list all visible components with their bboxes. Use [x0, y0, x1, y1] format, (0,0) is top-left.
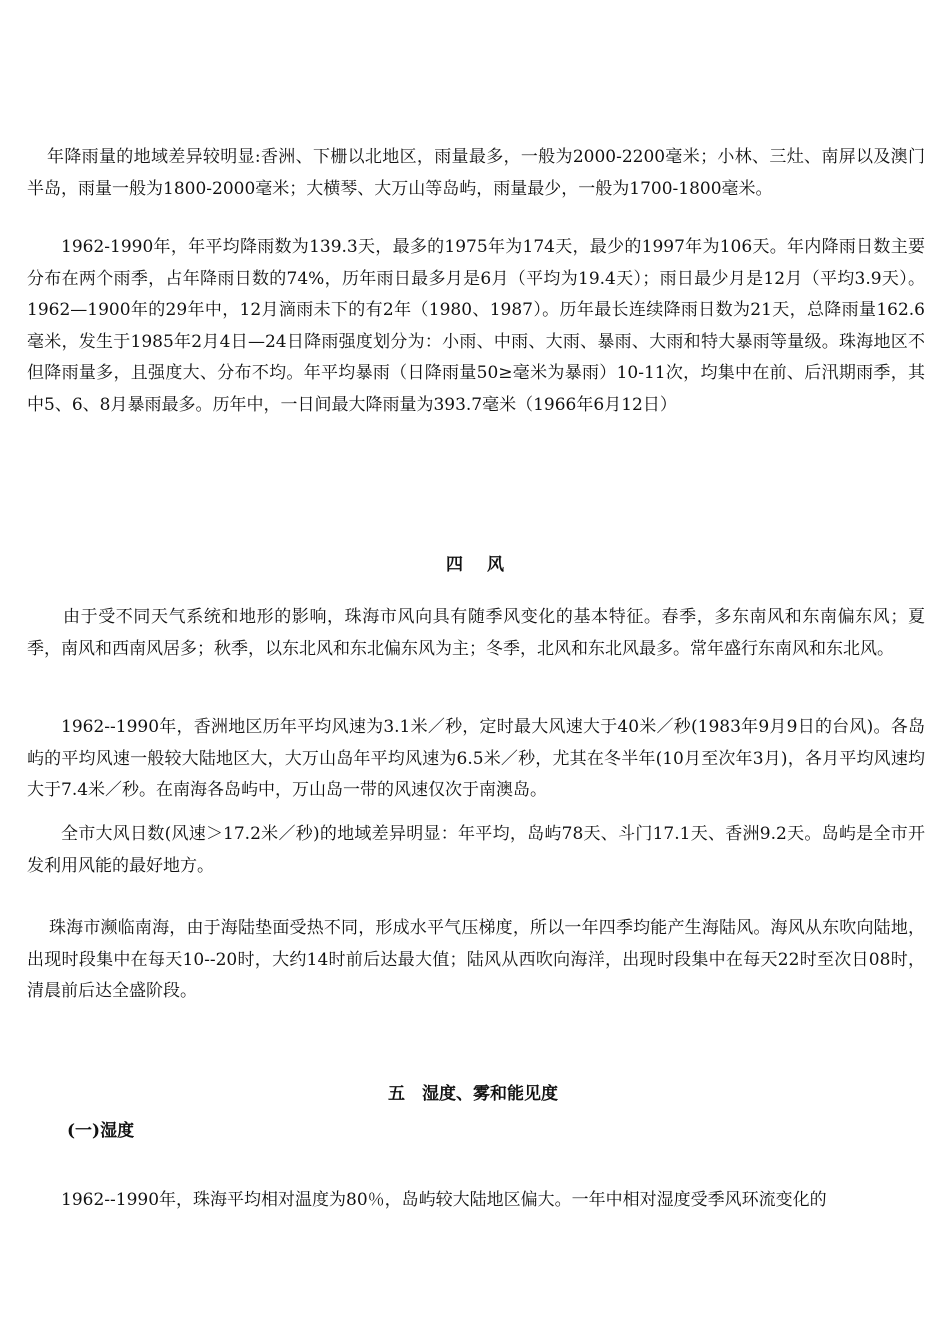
- paragraph-gale-days: 全市大风日数(风速＞17.2米／秒)的地域差异明显：年平均，岛屿78天、斗门17.1天、香洲9.2天。岛屿是全市开发利用风能的最好地方。: [27, 824, 925, 876]
- paragraph-humidity: 1962--1990年，珠海平均相对温度为80％，岛屿较大陆地区偏大。一年中相对湿度受季风环流变化的: [61, 1190, 827, 1210]
- paragraph-wind-direction: 由于受不同天气系统和地形的影响，珠海市风向具有随季风变化的基本特征。春季，多东南风和东南偏东风；夏季，南风和西南风居多；秋季，以东北风和东北偏东风为主；冬季，北风和东北风最多。常年盛行东南风和东北风。: [27, 607, 925, 659]
- paragraph-sea-land-breeze: 珠海市濒临南海，由于海陆垫面受热不同，形成水平气压梯度，所以一年四季均能产生海陆风。海风从东吹向陆地，出现时段集中在每天10--20时，大约14时前后达最大值；陆风从西吹向海洋，出现时段集中在每天22时至次日08时，清晨前后达全盛阶段。: [27, 918, 925, 1001]
- subsection-heading-humidity: (一)湿度: [67, 1121, 135, 1141]
- paragraph-rain-regional: 年降雨量的地域差异较明显:香洲、下栅以北地区，雨量最多，一般为2000-2200毫米；小林、三灶、南屏以及澳门半岛，雨量一般为1800-2000毫米；大横琴、大万山等岛屿，雨量最少，一般为1700-1800毫米。: [27, 147, 925, 199]
- section-heading-humidity-fog-visibility: 五 湿度、雾和能见度: [388, 1084, 558, 1104]
- paragraph-wind-speed: 1962--1990年，香洲地区历年平均风速为3.1米／秒，定时最大风速大于40米／秒(1983年9月9日的台风)。各岛屿的平均风速一般较大陆地区大，大万山岛年平均风速为6.5米／秒，尤其在冬半年(10月至次年3月)，各月平均风速均大于7.4米／秒。在南海各岛屿中，万山岛一带的风速仅次于南澳岛。: [27, 717, 925, 800]
- paragraph-rain-days: 1962-1990年，年平均降雨数为139.3天，最多的1975年为174天，最少的1997年为106天。年内降雨日数主要分布在两个雨季，占年降雨日数的74%，历年雨日最多月是6月（平均为19.4天）；雨日最少月是12月（平均3.9天）。1962—1900年的29年中，12月滴雨未下的有2年（1980、1987）。历年最长连续降雨日数为21天，总降雨量162.6毫米，发生于1985年2月4日—24日降雨强度划分为：小雨、中雨、大雨、暴雨、大雨和特大暴雨等量级。珠海地区不但降雨量多，且强度大、分布不均。年平均暴雨（日降雨量50≥毫米为暴雨）10-11次，均集中在前、后汛期雨季，其中5、6、8月暴雨最多。历年中，一日间最大降雨量为393.7毫米（1966年6月12日）: [27, 237, 925, 415]
- section-heading-wind: 四 风: [446, 555, 504, 575]
